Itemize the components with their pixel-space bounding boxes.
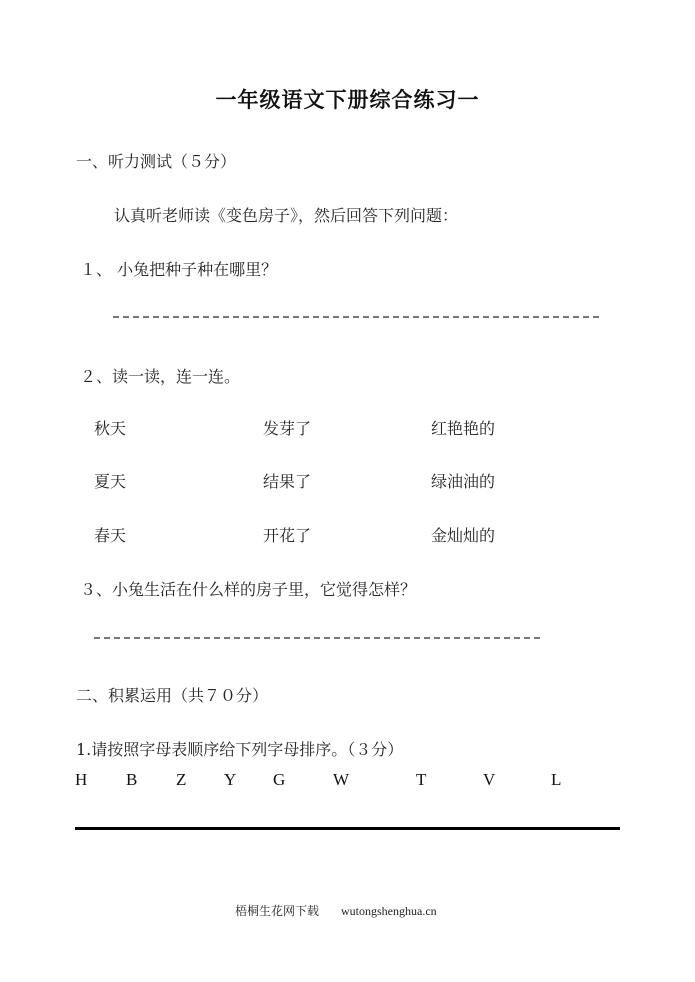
question-1: １、 小兔把种子种在哪里？ (80, 260, 278, 279)
letter: G (273, 770, 286, 789)
letter: H (75, 770, 88, 789)
letter: T (416, 770, 427, 789)
answer-line-3 (94, 637, 540, 640)
answer-line-1 (113, 316, 599, 319)
letter: V (483, 770, 496, 789)
footer-site-name: 梧桐生花网下载 (235, 904, 320, 918)
match-color-2: 绿油油的 (431, 472, 496, 491)
section2-question-1: 1.请按照字母表顺序给下列字母排序。（３分） (76, 740, 404, 759)
match-season-1: 秋天 (94, 419, 127, 438)
match-state-3: 开花了 (263, 526, 312, 545)
match-state-1: 发芽了 (263, 419, 312, 438)
match-season-2: 夏天 (94, 472, 127, 491)
question-2: ２、读一读，连一连。 (80, 367, 241, 386)
match-season-3: 春天 (94, 526, 127, 545)
match-color-1: 红艳艳的 (431, 419, 496, 438)
page-title: 一年级语文下册综合练习一 (215, 88, 480, 112)
section1-heading: 一、听力测试（５分） (76, 152, 237, 171)
letter: L (551, 770, 562, 789)
footer (235, 902, 437, 919)
question-3: ３、小兔生活在什么样的房子里，它觉得怎样？ (80, 580, 417, 599)
section1-instruction: 认真听老师读《变色房子》，然后回答下列问题： (114, 206, 459, 225)
letter: W (333, 770, 350, 789)
section2-heading: 二、积累运用（共７０分） (76, 686, 269, 705)
answer-line-letters (75, 827, 620, 830)
letter: B (126, 770, 138, 789)
match-state-2: 结果了 (263, 472, 312, 491)
match-color-3: 金灿灿的 (431, 526, 496, 545)
footer-url: wutongshenghua.cn (341, 904, 437, 918)
letter: Y (224, 770, 237, 789)
letter: Z (176, 770, 187, 789)
